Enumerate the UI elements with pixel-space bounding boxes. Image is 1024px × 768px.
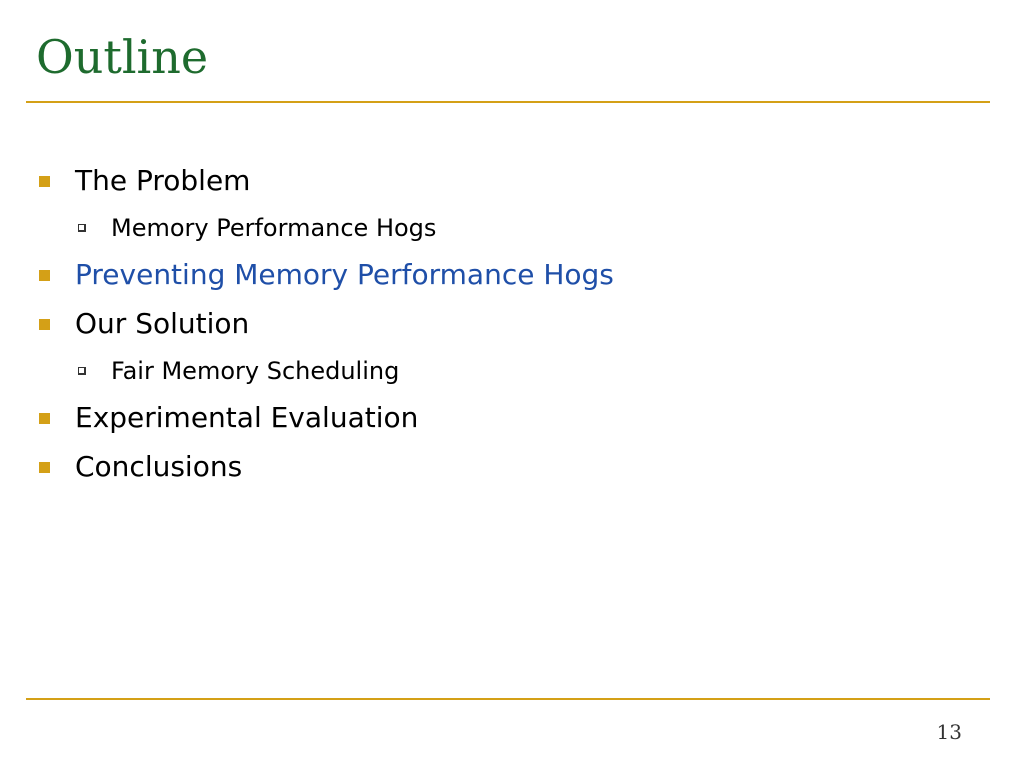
slide-title: Outline: [36, 30, 209, 84]
outline-item: [75, 450, 242, 484]
outline-item-current: [75, 258, 614, 292]
outline-item: [75, 401, 418, 435]
outline-item-label: Preventing Memory Performance Hogs: [75, 258, 614, 291]
outline-item-label: The Problem: [75, 164, 251, 197]
outline-subitem: [111, 356, 399, 386]
outline-item: [75, 307, 249, 341]
outline-subitem-label: Memory Performance Hogs: [111, 214, 437, 242]
outline-subitem: [111, 213, 436, 243]
outline-item-label: Conclusions: [75, 450, 243, 483]
square-bullet-icon: [39, 413, 50, 424]
square-bullet-icon: [39, 462, 50, 473]
footer-divider: [26, 698, 990, 700]
square-bullet-icon: [39, 319, 50, 330]
page-number: 13: [936, 720, 962, 744]
outline-item-label: Our Solution: [75, 307, 250, 340]
outline-item: [75, 164, 250, 198]
square-bullet-icon: [39, 270, 50, 281]
outline-item-label: Experimental Evaluation: [75, 401, 419, 434]
outline-subitem-label: Fair Memory Scheduling: [111, 357, 400, 385]
hollow-square-bullet-icon: [78, 224, 86, 232]
hollow-square-bullet-icon: [78, 367, 86, 375]
square-bullet-icon: [39, 176, 50, 187]
